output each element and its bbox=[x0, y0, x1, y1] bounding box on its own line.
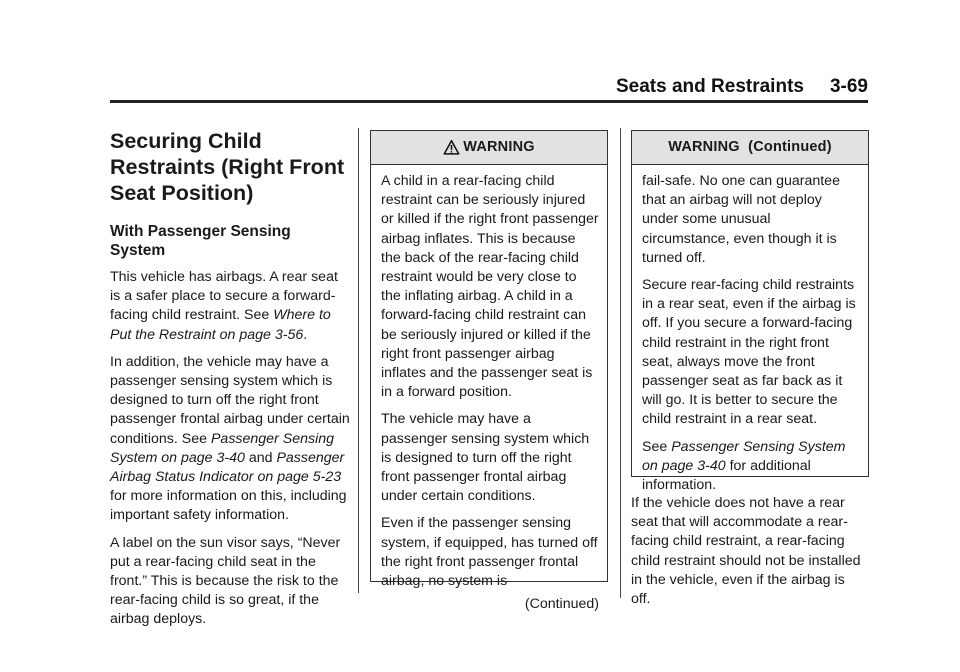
warning-box bbox=[370, 130, 608, 613]
warning-paragraph: See Passenger Sensing System on page 3-40 for additional information. bbox=[642, 438, 846, 494]
warning-paragraph: A child in a rear-facing child restraint can be seriously injured or killed if the right front passenger airbag inflates. This is because the back of the rear-facing child restraint would be very close to the inflating airbag. A child in a forward-facing child restraint can be seriously injured or killed if the right front passenger airbag inflates and the passenger seat is in a forward position. bbox=[381, 173, 599, 401]
warning-paragraph: Even if the passenger sensing system, if equipped, has turned off the right front passenger frontal airbag, no system is bbox=[381, 515, 598, 590]
column-1 bbox=[110, 128, 350, 638]
warning-body bbox=[371, 165, 607, 614]
paragraph-sensing-system: In addition, the vehicle may have a passenger sensing system which is designed to turn off the right front passenger frontal airbag under certain conditions. See Passenger Sensing System on page 3-40 and Passenger Airbag Status Indicator on page 5-23 for more information on this, including important safety information. bbox=[110, 353, 350, 524]
section-heading: Securing Child Restraints (Right Front Seat Position) bbox=[110, 129, 345, 205]
warning-triangle-icon bbox=[443, 139, 460, 156]
warning-heading: WARNING (Continued) bbox=[668, 138, 832, 155]
cross-reference-link[interactable]: Passenger Sensing System on page 3-40 bbox=[110, 430, 335, 466]
warning-header bbox=[371, 131, 607, 165]
page-number: 3-69 bbox=[829, 76, 868, 97]
continued-label: (Continued) bbox=[524, 596, 599, 613]
section-title: Seats and Restraints bbox=[616, 76, 804, 97]
warning-box-continued bbox=[631, 130, 869, 494]
column-divider bbox=[620, 128, 621, 598]
cross-reference-link[interactable]: Where to Put the Restraint on page 3-56 bbox=[110, 307, 331, 343]
warning-paragraph: The vehicle may have a passenger sensing system which is designed to turn off the right front passenger frontal airbag under certain conditions. bbox=[381, 411, 590, 505]
warning-paragraph: Secure rear-facing child restraints in a rear seat, even if the airbag is off. If you secure a forward-facing child restraint in the right front seat, always move the front passenger seat as far back as it will go. It is better to secure the child restraint in a rear seat. bbox=[642, 277, 856, 428]
page-header bbox=[110, 76, 868, 98]
paragraph-no-rear-seat: If the vehicle does not have a rear seat that will accommodate a rear-facing child restraint, a rear-facing child restraint should not be installed in the vehicle, even if the airbag is off. bbox=[631, 495, 861, 608]
column-3 bbox=[631, 494, 867, 617]
warning-heading: WARNING bbox=[463, 138, 535, 155]
cross-reference-link[interactable]: Passenger Sensing System on page 3-40 bbox=[642, 438, 846, 474]
cross-reference-link[interactable]: Passenger Airbag Status Indicator on page 5-23 bbox=[110, 449, 345, 486]
subsection-heading: With Passenger Sensing System bbox=[110, 223, 291, 259]
warning-header bbox=[632, 131, 868, 165]
column-divider bbox=[358, 128, 359, 593]
paragraph-airbags: This vehicle has airbags. A rear seat is a safer place to secure a forward-facing child restraint. See Where to Put the Restraint on page 3-56. bbox=[110, 269, 338, 343]
warning-body bbox=[632, 165, 868, 495]
header-rule bbox=[110, 100, 868, 103]
warning-paragraph: fail-safe. No one can guarantee that an airbag will not deploy under some unusual circumstance, even though it is turned off. bbox=[642, 173, 840, 266]
paragraph-sun-visor: A label on the sun visor says, “Never put a rear-facing child seat in the front.” This is because the risk to the rear-facing child is so great, if the airbag deploys. bbox=[110, 534, 341, 628]
